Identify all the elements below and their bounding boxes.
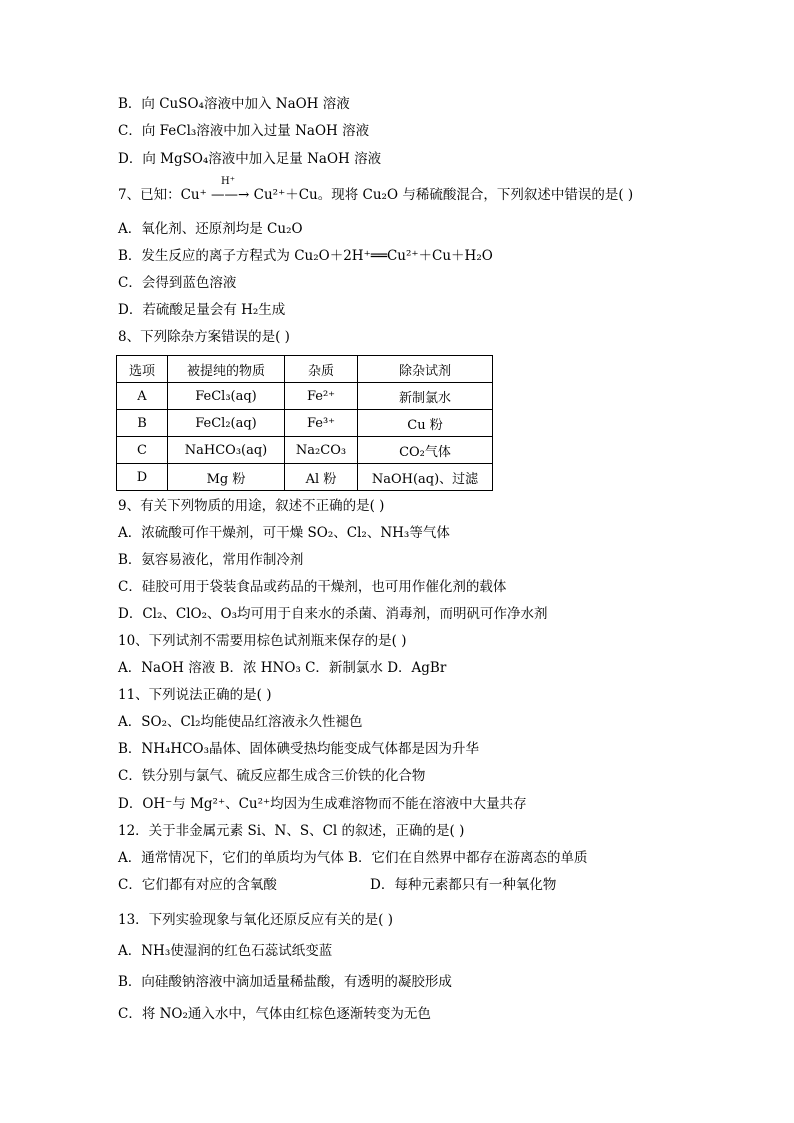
table-cell: Fe²⁺	[285, 383, 358, 410]
q9-option-d: D．Cl₂、ClO₂、O₃均可用于自来水的杀菌、消毒剂，而明矾可作净水剂	[118, 606, 548, 622]
q10-options: A．NaOH 溶液 B．浓 HNO₃ C．新制氯水 D．AgBr	[118, 660, 447, 676]
q7-option-a: A．氧化剂、还原剂均是 Cu₂O	[118, 221, 303, 237]
table-cell: NaHCO₃(aq)	[168, 437, 285, 464]
table-header-cell: 除杂试剂	[358, 356, 493, 383]
table-cell: Al 粉	[285, 464, 358, 491]
table-row	[117, 383, 493, 410]
table-cell: CO₂气体	[358, 437, 493, 464]
q12-stem: 12．关于非金属元素 Si、N、S、Cl 的叙述，正确的是( )	[118, 823, 465, 839]
table-cell: Cu 粉	[358, 410, 493, 437]
q13-option-c: C．将 NO₂通入水中，气体由红棕色逐渐转变为无色	[118, 1006, 431, 1022]
q7-stem	[118, 176, 634, 204]
q7-stem-prefix: 7、已知：Cu⁺	[118, 187, 207, 203]
q6-option-c: C．向 FeCl₃溶液中加入过量 NaOH 溶液	[118, 123, 370, 139]
table-header-row	[117, 356, 493, 383]
table-cell: 新制氯水	[358, 383, 493, 410]
q7-option-d: D．若硫酸足量会有 H₂生成	[118, 302, 286, 318]
q10-stem: 10、下列试剂不需要用棕色试剂瓶来保存的是( )	[118, 633, 407, 649]
q11-option-d: D．OH⁻与 Mg²⁺、Cu²⁺均因为生成难溶物而不能在溶液中大量共存	[118, 796, 527, 812]
q12-option-d: D．每种元素都只有一种氧化物	[370, 877, 557, 893]
q7-reaction-arrow	[211, 176, 250, 204]
q6-option-d: D．向 MgSO₄溶液中加入足量 NaOH 溶液	[118, 151, 382, 167]
table-row	[117, 437, 493, 464]
table-cell: C	[117, 437, 168, 464]
table-row	[117, 410, 493, 437]
table-cell: Mg 粉	[168, 464, 285, 491]
q11-stem: 11、下列说法正确的是( )	[118, 687, 272, 703]
q9-option-c: C．硅胶可用于袋装食品或药品的干燥剂，也可用作催化剂的载体	[118, 579, 507, 595]
q7-stem-suffix: Cu²⁺＋Cu。现将 Cu₂O 与稀硫酸混合，下列叙述中错误的是( )	[253, 187, 634, 203]
table-row	[117, 464, 493, 491]
q8-stem: 8、下列除杂方案错误的是( )	[118, 329, 290, 345]
q7-arrow: ——→	[211, 187, 250, 203]
q13-stem: 13．下列实验现象与氧化还原反应有关的是( )	[118, 912, 394, 928]
q9-stem: 9、有关下列物质的用途，叙述不正确的是( )	[118, 498, 385, 514]
q11-option-a: A．SO₂、Cl₂均能使品红溶液永久性褪色	[118, 714, 363, 730]
table-header-cell: 被提纯的物质	[168, 356, 285, 383]
q7-arrow-label: H⁺	[221, 176, 236, 187]
q12-option-c: C．它们都有对应的含氧酸	[118, 877, 277, 893]
q6-option-b: B．向 CuSO₄溶液中加入 NaOH 溶液	[118, 96, 350, 112]
q13-option-b: B．向硅酸钠溶液中滴加适量稀盐酸，有透明的凝胶形成	[118, 974, 452, 990]
q7-option-b: B．发生反应的离子方程式为 Cu₂O＋2H⁺══Cu²⁺＋Cu＋H₂O	[118, 248, 493, 264]
table-cell: FeCl₃(aq)	[168, 383, 285, 410]
table-header-cell: 杂质	[285, 356, 358, 383]
table-cell: Fe³⁺	[285, 410, 358, 437]
table-cell: Na₂CO₃	[285, 437, 358, 464]
table-cell: FeCl₂(aq)	[168, 410, 285, 437]
q12-option-ab: A．通常情况下，它们的单质均为气体 B．它们在自然界中都存在游离态的单质	[118, 850, 588, 866]
table-cell: A	[117, 383, 168, 410]
q8-table	[116, 355, 493, 491]
q9-option-a: A．浓硫酸可作干燥剂，可干燥 SO₂、Cl₂、NH₃等气体	[118, 525, 450, 541]
q11-option-c: C．铁分别与氯气、硫反应都生成含三价铁的化合物	[118, 768, 426, 784]
table-header-cell: 选项	[117, 356, 168, 383]
q11-option-b: B．NH₄HCO₃晶体、固体碘受热均能变成气体都是因为升华	[118, 741, 479, 757]
table-cell: NaOH(aq)、过滤	[358, 464, 493, 491]
q7-option-c: C．会得到蓝色溶液	[118, 275, 237, 291]
table-cell: D	[117, 464, 168, 491]
q13-option-a: A．NH₃使湿润的红色石蕊试纸变蓝	[118, 943, 333, 959]
q9-option-b: B．氨容易液化，常用作制冷剂	[118, 552, 304, 568]
table-cell: B	[117, 410, 168, 437]
